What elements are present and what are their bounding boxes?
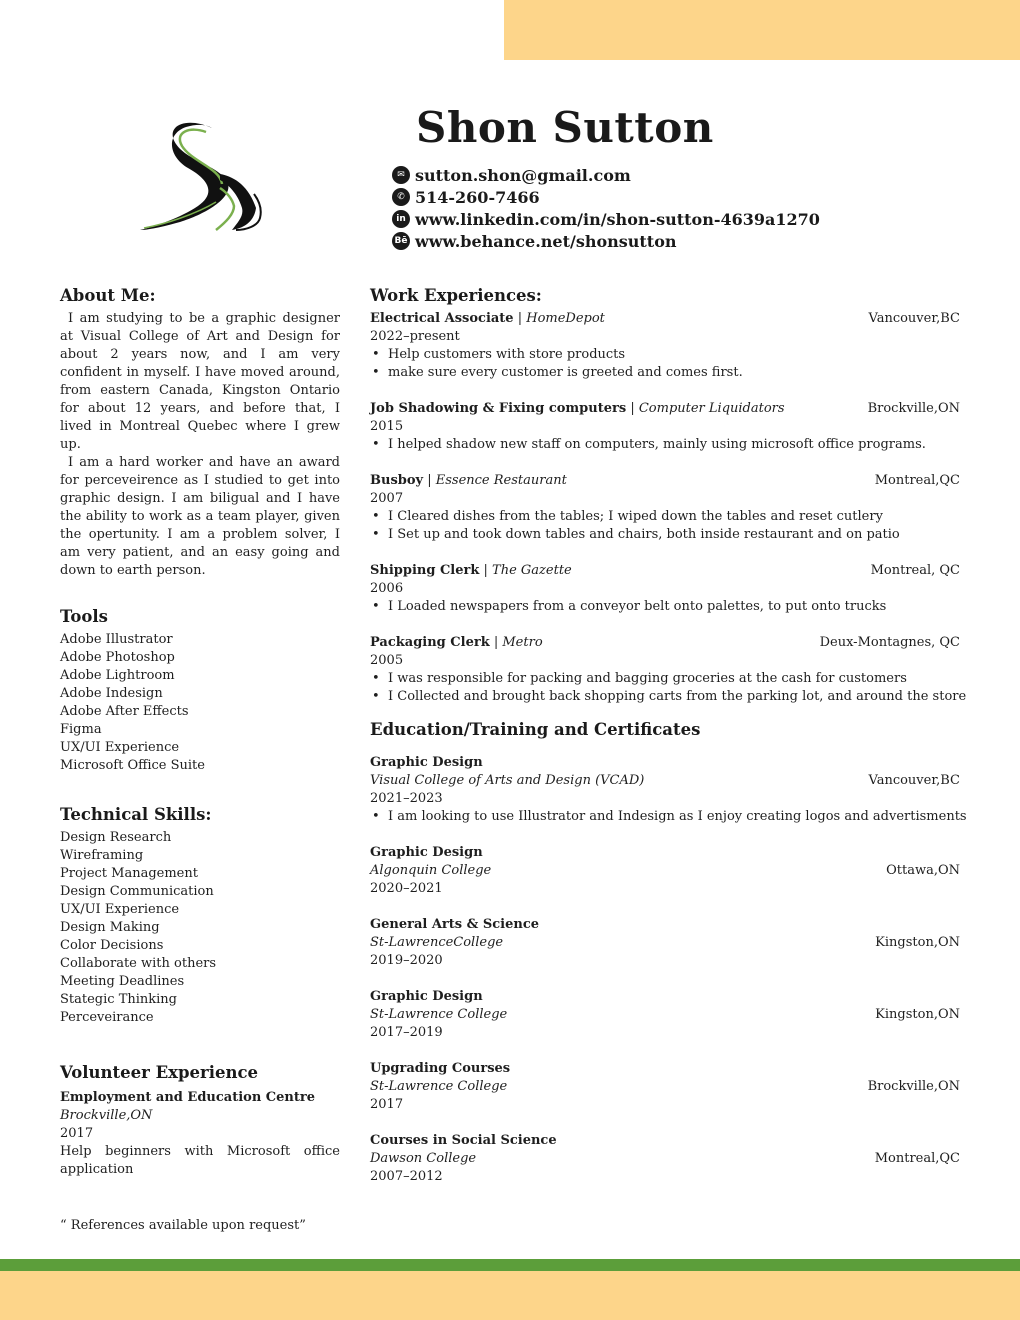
education-years: 2017–2019 [370, 1025, 443, 1040]
bullet-text: I helped shadow new staff on computers, mainly using microsoft office programs. [388, 437, 926, 452]
job-years: 2007 [370, 491, 404, 506]
education-school-row [370, 772, 960, 790]
contact-linkedin[interactable] [392, 208, 820, 230]
skill-item: Meeting Deadlines [60, 974, 185, 989]
education-title: Courses in Social Science [370, 1133, 557, 1148]
volunteer-year: 2017 [60, 1126, 94, 1141]
skill-item: Project Management [60, 866, 198, 881]
bullet-item [370, 808, 967, 826]
job-location: Deux-Montagnes, QC [819, 635, 960, 650]
job-separator: | [626, 401, 639, 416]
job-title: Shipping Clerk [370, 563, 480, 578]
tool-item: Adobe Lightroom [60, 668, 175, 683]
education-school: Visual College of Arts and Design (VCAD) [370, 773, 645, 788]
right-column [370, 284, 967, 1186]
work-heading: Work Experiences: [370, 286, 542, 305]
job-header-row [370, 634, 960, 652]
contact-email[interactable] [392, 164, 820, 186]
tool-item: UX/UI Experience [60, 740, 180, 755]
job-company: The Gazette [492, 563, 572, 578]
job-entry [370, 472, 960, 544]
contact-list [392, 164, 820, 252]
contact-text: www.linkedin.com/in/shon-sutton-4639a1270 [415, 209, 820, 229]
whatsapp-icon: ✆ [392, 188, 410, 206]
job-entry [370, 562, 960, 616]
education-school: St-LawrenceCollege [370, 935, 504, 950]
about-heading: About Me: [60, 286, 156, 305]
education-title: Graphic Design [370, 755, 483, 770]
skill-item: Design Communication [60, 884, 214, 899]
education-school-row [370, 1150, 960, 1168]
education-entry [370, 988, 960, 1042]
education-school: Algonquin College [370, 863, 492, 878]
tool-item: Figma [60, 722, 102, 737]
education-school-row [370, 862, 960, 880]
bullet-glyph: • [372, 437, 380, 452]
education-location: Montreal,QC [874, 1151, 960, 1166]
bullet-text: Help customers with store products [388, 347, 626, 362]
bullet-text: I was responsible for packing and bagging groceries at the cash for customers [388, 671, 907, 686]
job-title: Packaging Clerk [370, 635, 490, 650]
about-paragraph-1: I am studying to be a graphic designer at Visual College of Art and Design for about 2 years now, and I am very confident in myself. I have moved around, from eastern Canada, Kingston Ontario for about 12 years, and before that, I lived in Montreal Quebec where I grew up. [60, 311, 340, 452]
contact-phone[interactable] [392, 186, 820, 208]
bullet-glyph: • [372, 671, 380, 686]
skills-heading: Technical Skills: [60, 805, 212, 824]
bullet-item [370, 688, 967, 706]
education-location: Ottawa,ON [886, 863, 960, 878]
job-header-row [370, 562, 960, 580]
job-company: Metro [502, 635, 543, 650]
job-header-row [370, 400, 960, 418]
education-years: 2017 [370, 1097, 404, 1112]
job-title-line [370, 310, 605, 328]
volunteer-title: Employment and Education Centre [60, 1090, 315, 1105]
education-school: St-Lawrence College [370, 1007, 508, 1022]
job-header-row [370, 310, 960, 328]
job-location: Vancouver,BC [868, 311, 960, 326]
job-title-line [370, 472, 567, 490]
job-years: 2015 [370, 419, 404, 434]
job-entry [370, 634, 967, 706]
job-entry [370, 310, 960, 382]
job-separator: | [489, 635, 503, 650]
skill-item: Wireframing [60, 848, 144, 863]
contact-behance[interactable] [392, 230, 820, 252]
job-title-line [370, 634, 543, 652]
behance-icon: Bē [392, 232, 410, 250]
email-icon: ✉ [392, 166, 410, 184]
tool-item: Adobe Illustrator [60, 632, 173, 647]
work-list [370, 310, 967, 706]
bullet-item [370, 598, 960, 616]
education-location: Kingston,ON [875, 935, 960, 950]
tool-item: Adobe Indesign [60, 686, 163, 701]
education-location: Kingston,ON [875, 1007, 960, 1022]
bullet-text: I Collected and brought back shopping carts from the parking lot, and around the store [388, 689, 967, 704]
education-title: General Arts & Science [370, 917, 540, 932]
education-entry [370, 1132, 960, 1186]
skill-item: Color Decisions [60, 938, 164, 953]
footer-accent-band [0, 1271, 1020, 1320]
bullet-glyph: • [372, 809, 380, 824]
education-school-row [370, 1006, 960, 1024]
references-note: “ References available upon request” [60, 1218, 306, 1233]
bullet-item [370, 526, 960, 544]
tool-item: Microsoft Office Suite [60, 758, 205, 773]
skills-list [60, 829, 340, 1027]
bullet-item [370, 670, 960, 688]
bullet-glyph: • [372, 599, 380, 614]
education-years: 2020–2021 [370, 881, 443, 896]
job-separator: | [513, 311, 527, 326]
education-heading: Education/Training and Certificates [370, 720, 701, 739]
bullet-glyph: • [372, 365, 380, 380]
bullet-glyph: • [372, 347, 380, 362]
job-company: HomeDepot [526, 311, 605, 326]
job-years: 2005 [370, 653, 404, 668]
job-years: 2022–present [370, 329, 460, 344]
job-separator: | [423, 473, 436, 488]
education-title: Graphic Design [370, 989, 483, 1004]
bullet-item [370, 508, 960, 526]
contact-text: 514-260-7466 [415, 187, 540, 207]
education-list [370, 754, 967, 1186]
bullet-glyph: • [372, 527, 380, 542]
education-title: Graphic Design [370, 845, 483, 860]
education-school-row [370, 934, 960, 952]
contact-text: sutton.shon@gmail.com [415, 165, 631, 185]
skill-item: Design Research [60, 830, 172, 845]
bullet-item [370, 436, 960, 454]
left-column [60, 284, 340, 1179]
job-header-row [370, 472, 960, 490]
job-location: Montreal, QC [870, 563, 960, 578]
job-location: Brockville,ON [867, 401, 960, 416]
bullet-item [370, 364, 960, 382]
tool-item: Adobe After Effects [60, 704, 189, 719]
job-title-line [370, 562, 572, 580]
job-entry [370, 400, 960, 454]
bullet-text: I am looking to use Illustrator and Indesign as I enjoy creating logos and advertisments [388, 809, 967, 824]
education-entry [370, 754, 967, 826]
education-entry [370, 916, 960, 970]
bullet-text: I Set up and took down tables and chairs, both inside restaurant and on patio [388, 527, 900, 542]
candidate-name: Shon Sutton [416, 103, 714, 152]
bullet-text: make sure every customer is greeted and comes first. [388, 365, 743, 380]
job-location: Montreal,QC [874, 473, 960, 488]
job-company: Essence Restaurant [435, 473, 567, 488]
job-separator: | [479, 563, 493, 578]
job-company: Computer Liquidators [638, 401, 785, 416]
education-location: Brockville,ON [867, 1079, 960, 1094]
education-title: Upgrading Courses [370, 1061, 511, 1076]
bullet-item [370, 346, 960, 364]
tool-item: Adobe Photoshop [60, 650, 175, 665]
job-title: Electrical Associate [370, 311, 514, 326]
skill-item: Stategic Thinking [60, 992, 177, 1007]
education-school: St-Lawrence College [370, 1079, 508, 1094]
linkedin-icon: in [392, 210, 410, 228]
tools-heading: Tools [60, 607, 108, 626]
job-years: 2006 [370, 581, 404, 596]
contact-text: www.behance.net/shonsutton [415, 231, 677, 251]
skill-item: Design Making [60, 920, 160, 935]
education-entry [370, 844, 960, 898]
education-years: 2021–2023 [370, 791, 443, 806]
education-school: Dawson College [370, 1151, 477, 1166]
education-school-row [370, 1078, 960, 1096]
bullet-text: I Cleared dishes from the tables; I wiped down the tables and reset cutlery [388, 509, 883, 524]
volunteer-description: Help beginners with Microsoft office application [60, 1144, 340, 1177]
monogram-logo [136, 118, 266, 238]
bullet-text: I Loaded newspapers from a conveyor belt onto palettes, to put onto trucks [388, 599, 887, 614]
skill-item: Perceveirance [60, 1010, 154, 1025]
education-years: 2019–2020 [370, 953, 443, 968]
job-title: Job Shadowing & Fixing computers [370, 401, 627, 416]
about-paragraph-2: I am a hard worker and have an award for perceveirence as I studied to get into graphic design. I am biligual and I have the ability to work as a team player, given the opertunity. I am a problem solver, I am very patient, and an easy going and down to earth person. [60, 455, 340, 578]
education-years: 2007–2012 [370, 1169, 443, 1184]
tools-list [60, 631, 340, 775]
job-title: Busboy [370, 473, 424, 488]
skill-item: Collaborate with others [60, 956, 217, 971]
skill-item: UX/UI Experience [60, 902, 180, 917]
volunteer-location: Brockville,ON [60, 1108, 153, 1123]
education-location: Vancouver,BC [868, 773, 960, 788]
footer-green-stripe [0, 1259, 1020, 1271]
bullet-glyph: • [372, 689, 380, 704]
bullet-glyph: • [372, 509, 380, 524]
header-accent-band [504, 0, 1020, 60]
education-entry [370, 1060, 960, 1114]
volunteer-heading: Volunteer Experience [60, 1063, 259, 1082]
job-title-line [370, 400, 785, 418]
